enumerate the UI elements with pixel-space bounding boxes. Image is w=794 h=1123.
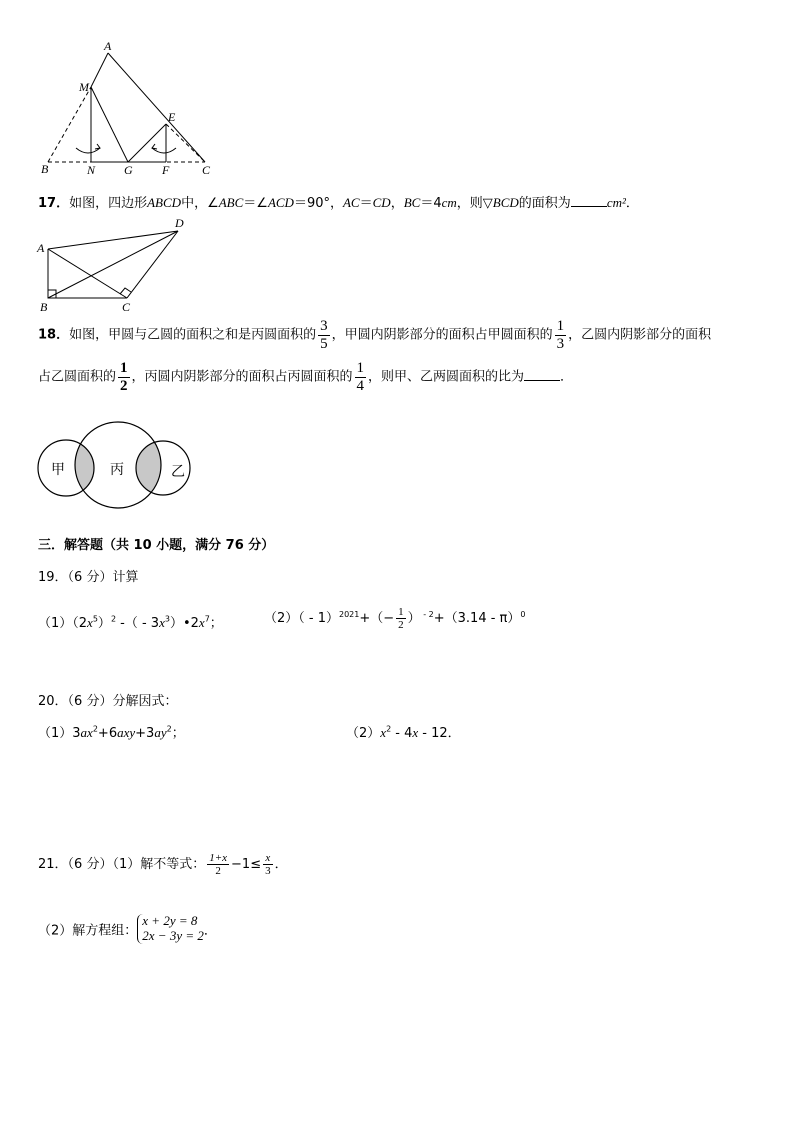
label-f: F <box>162 163 170 177</box>
q21-p2-label: （2）解方程组： <box>38 923 138 939</box>
label-b: B <box>40 300 48 314</box>
label-b: B <box>41 162 49 176</box>
q20-p1-e: ay <box>154 725 167 740</box>
q21-frac2 <box>263 852 273 877</box>
q21-end: ． <box>274 857 288 873</box>
label-e: E <box>168 110 176 124</box>
q21-frac2-num: x <box>263 852 273 865</box>
q17-comma: ， <box>390 196 404 211</box>
q19-p1-x: x <box>87 615 93 630</box>
q20-p1-d: +3 <box>135 726 155 741</box>
q19-p1-label: （1）（2 <box>38 616 88 631</box>
q17-s2: CD <box>372 195 391 210</box>
q19-p1-exp4: 7 <box>204 614 210 624</box>
q19-p2-neg: − <box>383 611 395 627</box>
question-21-part1 <box>38 852 288 877</box>
q18-text6: ，则甲、乙两圆面积的比为 <box>368 369 525 385</box>
q21-eq2: 2x − 3y = 2 <box>142 927 204 943</box>
q17-tri: ▽BCD <box>482 195 519 210</box>
label-bing: 丙 <box>110 462 124 478</box>
q17-text5: ＝ <box>359 196 373 211</box>
q21-frac1-num: 1+x <box>209 852 228 864</box>
q17-s3: BC <box>403 195 421 210</box>
q18-frac2-num: 1 <box>556 318 565 334</box>
q20-p1-exp1: 2 <box>92 724 98 734</box>
q19-p2-frac <box>396 606 406 631</box>
q18-text1: 如图，甲圆与乙圆的面积之和是丙圆面积的 <box>69 327 317 343</box>
q17-answer-blank[interactable] <box>571 194 607 207</box>
question-19-part1 <box>38 612 223 631</box>
q19-p2-exp3: 0 <box>520 609 526 619</box>
q18-frac2 <box>555 318 567 352</box>
figure-quadrilateral <box>34 214 194 314</box>
q19-p2-plus2: +（3.14 - π） <box>433 611 521 627</box>
q18-frac1 <box>318 318 330 352</box>
q21-end2: ． <box>203 923 217 939</box>
q18-text4: 占乙圆面积的 <box>38 369 117 385</box>
edge-cd <box>127 231 178 298</box>
q17-text4: ＝90°， <box>293 196 343 211</box>
q18-frac4-num: 1 <box>356 360 365 376</box>
question-17 <box>38 192 639 211</box>
label-jia: 甲 <box>51 462 65 478</box>
q18-frac3-num: 1 <box>120 360 128 376</box>
q17-ang2: ACD <box>267 195 294 210</box>
q18-frac1-num: 3 <box>320 318 328 334</box>
q17-text2: 中，∠ <box>181 196 219 211</box>
q20-p1-b: +6 <box>97 726 118 741</box>
q17-text7: ，则 <box>456 196 483 211</box>
q17-quad: ABCD <box>147 195 182 210</box>
q19-p2-close: ） <box>407 611 421 627</box>
right-angle-c-icon <box>120 288 131 294</box>
diag-ac <box>48 249 127 298</box>
q18-text5: ，丙圆内阴影部分的面积占丙圆面积的 <box>131 369 353 385</box>
q18-answer-blank[interactable] <box>524 368 560 381</box>
q21-frac2-den: 3 <box>265 865 271 878</box>
q19-p1-end: ； <box>209 616 223 631</box>
q18-frac3 <box>118 360 130 394</box>
q18-frac1-den: 5 <box>320 335 328 352</box>
q17-unit2: cm² <box>606 195 626 210</box>
label-yi: 乙 <box>171 464 185 480</box>
q20-p1-label: （1）3 <box>38 726 81 741</box>
q18-frac4-den: 4 <box>356 377 365 394</box>
q21-eq1: x + 2y = 8 <box>142 913 198 928</box>
q18-frac2-den: 3 <box>556 335 565 352</box>
label-n: N <box>87 163 96 177</box>
q19-p2-exp2: - 2 <box>420 609 434 619</box>
question-20-head: 20．（6 分）分解因式： <box>38 694 178 709</box>
q18-text3: ，乙圆内阴影部分的面积 <box>568 327 712 343</box>
q20-p1-c: axy <box>117 725 136 740</box>
q17-s1: AC <box>342 195 360 210</box>
q17-ang1: ABC <box>218 195 244 210</box>
question-18-line1 <box>38 318 711 352</box>
q19-p2-frac-den: 2 <box>398 619 404 632</box>
q18-number: 18． <box>38 327 70 343</box>
q20-p2-x2: x <box>412 725 419 740</box>
q17-text3: ＝∠ <box>243 196 268 211</box>
q18-text2: ，甲圆内阴影部分的面积占甲圆面积的 <box>331 327 553 343</box>
q20-p2-exp: 2 <box>386 724 392 734</box>
q20-p2-rest: - 4 <box>391 726 413 741</box>
q19-p1-exp3: 3 <box>164 614 170 624</box>
q20-p1-exp2: 2 <box>166 724 172 734</box>
q18-frac3-den: 2 <box>120 377 128 394</box>
label-a: A <box>104 40 112 53</box>
q17-unit1: cm <box>441 195 457 210</box>
q18-frac4 <box>355 360 367 394</box>
q20-p2-end: - 12． <box>418 726 461 741</box>
edge-ad <box>48 231 178 249</box>
q20-p1-end: ； <box>171 726 185 741</box>
diag-bd <box>48 231 178 298</box>
dash-ec <box>166 124 205 162</box>
label-m: M <box>79 80 89 94</box>
label-g: G <box>124 163 133 177</box>
q21-equation-system <box>137 914 204 944</box>
edge-ac <box>108 53 205 162</box>
q19-p1-minus: -（ - 3 <box>116 616 160 631</box>
q21-mid: −1≤ <box>231 857 262 873</box>
q17-text: 如图，四边形 <box>69 196 148 211</box>
section-3-title: 三．解答题（共 10 小题，满分 76 分） <box>38 538 275 553</box>
q21-frac1-den: 2 <box>215 865 221 878</box>
label-d: D <box>175 216 184 230</box>
q19-p1-dot: ）•2 <box>169 616 199 631</box>
edge-ab <box>91 53 108 87</box>
label-c: C <box>122 300 131 314</box>
question-20-part1 <box>38 722 185 741</box>
q17-end: ． <box>625 196 639 211</box>
q17-text8: 的面积为 <box>518 196 571 211</box>
question-18-line2 <box>38 360 573 394</box>
q19-p1-mid: ） <box>97 616 111 631</box>
q19-p2-plus: +（ <box>359 611 384 627</box>
q17-text6: ＝4 <box>420 196 442 211</box>
q21-frac1 <box>207 852 229 877</box>
question-19-part2 <box>264 606 525 631</box>
edge-ge <box>128 124 166 162</box>
q19-p1-exp2: 2 <box>110 614 117 624</box>
q19-p2-label: （2）（ - 1） <box>264 611 339 627</box>
q20-p2-x: x <box>380 725 387 740</box>
q20-p2-label: （2） <box>346 726 381 741</box>
q20-p1-a: ax <box>80 725 93 740</box>
q17-number: 17． <box>38 196 70 211</box>
q21-head: 21．（6 分）（1）解不等式： <box>38 857 206 873</box>
q18-end: ． <box>560 369 574 385</box>
q19-p1-exp1: 5 <box>92 614 98 624</box>
question-20-part2 <box>346 722 461 741</box>
question-21-part2 <box>38 914 217 944</box>
label-a: A <box>37 241 45 255</box>
figure-three-circles <box>34 412 199 517</box>
label-c: C <box>202 163 211 177</box>
q19-p1-x2: x <box>159 615 165 630</box>
q19-p1-x3: x <box>198 615 205 630</box>
figure-folded-triangle <box>36 40 226 180</box>
q19-p2-frac-num: 1 <box>398 606 404 618</box>
dash-bm <box>48 87 91 162</box>
question-19-head: 19．（6 分）计算 <box>38 570 139 585</box>
q19-p2-exp1: 2021 <box>339 609 360 619</box>
